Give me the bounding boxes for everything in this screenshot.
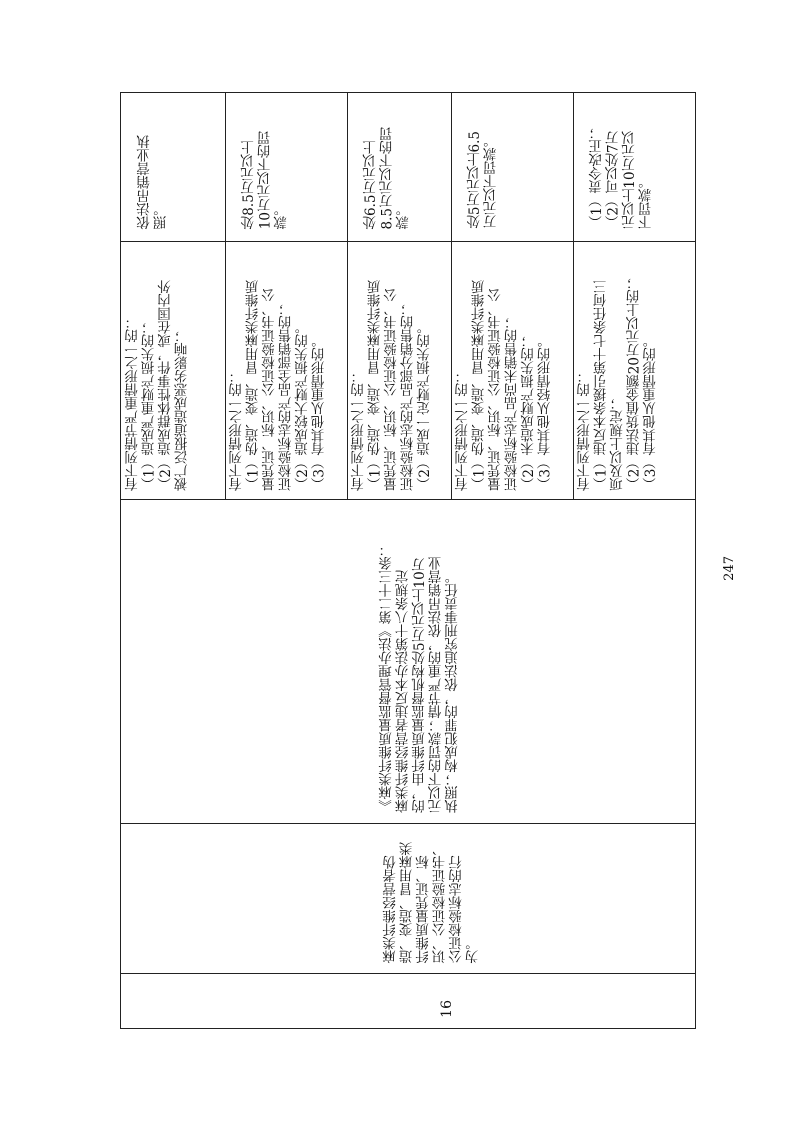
column-divider <box>121 823 695 824</box>
legal-basis-text: 《麻类纤维质量监督管理办法》第二十三条： 麻类纤维经营者违反本办法第十八条规定 的，由纤维质量监督机构处5万元以上10万 元以下的罚款；情节严重的，依法吊销营业 执照；构成犯罪的，依法追究刑事责任。 <box>379 543 461 813</box>
penalty-grade-5: 依法吊销营业执 照。 <box>137 134 170 229</box>
penalty-table <box>120 92 696 1029</box>
circumstance-grade-5: 有下列情节严重情形之一的： （1）造成严重财产损失的； （2）造成群体性事件，或在国内外 被广泛报道造成恶劣影响； <box>125 279 191 491</box>
violation-behavior: 麻类纤维经营者伪 造、变造、冒用麻类 纤维质量凭证、标 识、公证检验证书、 公证检验标志的行 为。 <box>383 841 482 963</box>
row-divider <box>347 93 348 499</box>
penalty-grade-1: （1）责令改正； （2）可以处7万 元以上10万元以 下罚款。 <box>589 125 655 229</box>
row-number: 16 <box>439 1000 455 1018</box>
penalty-grade-3: 处6.5万元以上 8.5万元以下的罚 款。 <box>363 126 412 229</box>
column-divider <box>121 973 695 974</box>
circumstance-grade-3: 有下列情形之一的： （1）伪造、变造、冒用麻类纤维质 量凭证、标识、公证检验证书、公 证检验标志的产品部分销售的； （2）造成一定财产损失的。 <box>351 279 433 491</box>
penalty-grade-2: 处5万元以上6.5 万元以下罚款。 <box>467 131 500 229</box>
circumstance-grade-2: 有下列情形之一的： （1）伪造、变造、冒用麻类纤维质 量凭证、标识、公证检验证书、公 证检验标志产品尚未销售的； （2）未造成财产损失的； （3）有其他从轻情形的。 <box>455 279 554 491</box>
column-divider <box>121 499 695 500</box>
circumstance-grade-1: 有下列情形之一的： （1）违反本条援引第十七条任何三 项及以上规定； （2）违法货值金额20万元以上的； （3）有其他从重情形的。 <box>577 276 659 491</box>
penalty-grade-4: 处8.5万元以上 10万元以下的罚 款。 <box>241 130 290 229</box>
page-number: 247 <box>722 556 737 581</box>
circumstance-grade-4: 有下列情形之一的： （1）伪造、变造、冒用麻类纤维质 量凭证、标识、公证检验证书、公 证检验标志的产品全部销售的； （2）造成较大财产损失的。 （3）有其他从重情形的。 <box>229 279 328 491</box>
row-divider <box>225 93 226 499</box>
row-divider <box>573 93 574 499</box>
row-divider <box>451 93 452 499</box>
column-divider <box>121 241 695 242</box>
